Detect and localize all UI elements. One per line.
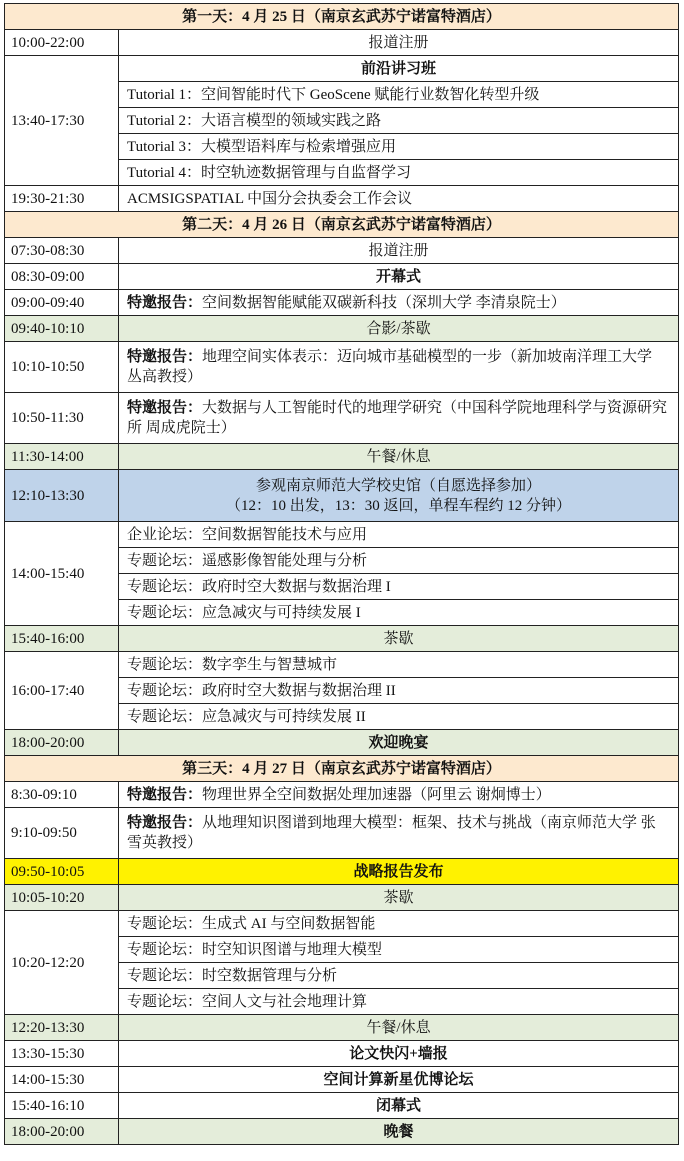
time-slot: 10:05-10:20 xyxy=(5,885,119,911)
event-cell: 午餐/休息 xyxy=(119,1015,679,1041)
visit-cell xyxy=(119,470,679,522)
day-title: 第二天：4 月 26 日（南京玄武苏宁诺富特酒店） xyxy=(5,212,679,238)
event-cell: 空间计算新星优博论坛 xyxy=(119,1067,679,1093)
schedule-row xyxy=(5,1041,679,1067)
time-slot: 15:40-16:10 xyxy=(5,1093,119,1119)
time-slot: 11:30-14:00 xyxy=(5,444,119,470)
event-cell: 报道注册 xyxy=(119,238,679,264)
break-row xyxy=(5,316,679,342)
tutorial-item: Tutorial 2：大语言模型的领域实践之路 xyxy=(119,108,679,134)
keynote-cell xyxy=(119,342,679,393)
time-slot: 14:00-15:30 xyxy=(5,1067,119,1093)
event-cell: 报道注册 xyxy=(119,30,679,56)
time-slot: 12:20-13:30 xyxy=(5,1015,119,1041)
time-slot: 13:30-15:30 xyxy=(5,1041,119,1067)
event-cell: 闭幕式 xyxy=(119,1093,679,1119)
keynote-text: 地理空间实体表示：迈向城市基础模型的一步（新加坡南洋理工大学 丛高教授） xyxy=(127,349,653,385)
keynote-label: 特邀报告： xyxy=(127,294,203,311)
schedule-row xyxy=(5,393,679,444)
forum-item: 企业论坛：空间数据智能技术与应用 xyxy=(119,522,679,548)
keynote-cell xyxy=(119,393,679,444)
day-title: 第一天：4 月 25 日（南京玄武苏宁诺富特酒店） xyxy=(5,4,679,30)
time-slot: 8:30-09:10 xyxy=(5,782,119,808)
schedule-row xyxy=(5,652,679,678)
day-header-row xyxy=(5,756,679,782)
day-header-row xyxy=(5,4,679,30)
event-cell: 合影/茶歇 xyxy=(119,316,679,342)
keynote-cell xyxy=(119,782,679,808)
time-slot: 13:40-17:30 xyxy=(5,56,119,186)
keynote-label: 特邀报告： xyxy=(127,786,203,803)
keynote-label: 特邀报告： xyxy=(127,349,203,365)
time-slot: 09:00-09:40 xyxy=(5,290,119,316)
highlight-row xyxy=(5,859,679,885)
break-row xyxy=(5,730,679,756)
schedule-row xyxy=(5,522,679,548)
time-slot: 9:10-09:50 xyxy=(5,808,119,859)
forum-item: 专题论坛：空间人文与社会地理计算 xyxy=(119,989,679,1015)
schedule-row xyxy=(5,911,679,937)
forum-item: 专题论坛：遥感影像智能处理与分析 xyxy=(119,548,679,574)
event-cell: 开幕式 xyxy=(119,264,679,290)
keynote-cell xyxy=(119,290,679,316)
forum-item: 专题论坛：生成式 AI 与空间数据智能 xyxy=(119,911,679,937)
visit-title: 参观南京师范大学校史馆（自愿选择参加） xyxy=(256,477,542,494)
time-slot: 16:00-17:40 xyxy=(5,652,119,730)
time-slot: 08:30-09:00 xyxy=(5,264,119,290)
break-row xyxy=(5,1015,679,1041)
keynote-text: 物理世界全空间数据处理加速器（阿里云 谢炯博士） xyxy=(202,786,551,803)
event-cell: 论文快闪+墙报 xyxy=(119,1041,679,1067)
schedule-table xyxy=(4,3,679,1145)
keynote-label: 特邀报告： xyxy=(127,400,203,416)
time-slot: 10:00-22:00 xyxy=(5,30,119,56)
schedule-row xyxy=(5,30,679,56)
schedule-row xyxy=(5,264,679,290)
forum-item: 专题论坛：时空数据管理与分析 xyxy=(119,963,679,989)
time-slot: 10:20-12:20 xyxy=(5,911,119,1015)
forum-item: 专题论坛：应急减灾与可持续发展 II xyxy=(119,704,679,730)
forum-item: 专题论坛：时空知识图谱与地理大模型 xyxy=(119,937,679,963)
time-slot: 10:50-11:30 xyxy=(5,393,119,444)
event-cell: 晚餐 xyxy=(119,1119,679,1145)
schedule-row xyxy=(5,1067,679,1093)
time-slot: 15:40-16:00 xyxy=(5,626,119,652)
event-cell: ACMSIGSPATIAL 中国分会执委会工作会议 xyxy=(119,186,679,212)
event-cell: 午餐/休息 xyxy=(119,444,679,470)
time-slot: 19:30-21:30 xyxy=(5,186,119,212)
schedule-row xyxy=(5,808,679,859)
time-slot: 14:00-15:40 xyxy=(5,522,119,626)
time-slot: 10:10-10:50 xyxy=(5,342,119,393)
keynote-text: 从地理知识图谱到地理大模型：框架、技术与挑战（南京师范大学 张雪英教授） xyxy=(127,815,656,851)
event-cell: 茶歇 xyxy=(119,626,679,652)
forum-item: 专题论坛：政府时空大数据与数据治理 II xyxy=(119,678,679,704)
time-slot: 07:30-08:30 xyxy=(5,238,119,264)
event-cell: 战略报告发布 xyxy=(119,859,679,885)
time-slot: 09:40-10:10 xyxy=(5,316,119,342)
event-cell: 欢迎晚宴 xyxy=(119,730,679,756)
time-slot: 12:10-13:30 xyxy=(5,470,119,522)
break-row xyxy=(5,626,679,652)
keynote-label: 特邀报告： xyxy=(127,815,203,831)
schedule-row xyxy=(5,238,679,264)
tutorial-item: Tutorial 1：空间智能时代下 GeoScene 赋能行业数智化转型升级 xyxy=(119,82,679,108)
forum-item: 专题论坛：数字孪生与智慧城市 xyxy=(119,652,679,678)
event-cell: 茶歇 xyxy=(119,885,679,911)
day-header-row xyxy=(5,212,679,238)
schedule-row xyxy=(5,186,679,212)
visit-detail: （12：10 出发，13：30 返回，单程车程约 12 分钟） xyxy=(226,497,572,514)
forum-item: 专题论坛：政府时空大数据与数据治理 I xyxy=(119,574,679,600)
break-row xyxy=(5,885,679,911)
tutorial-item: Tutorial 4：时空轨迹数据管理与自监督学习 xyxy=(119,160,679,186)
keynote-text: 大数据与人工智能时代的地理学研究（中国科学院地理科学与资源研究所 周成虎院士） xyxy=(127,400,668,436)
schedule-row xyxy=(5,56,679,82)
time-slot: 18:00-20:00 xyxy=(5,1119,119,1145)
schedule-row xyxy=(5,1093,679,1119)
break-row xyxy=(5,1119,679,1145)
day-title: 第三天：4 月 27 日（南京玄武苏宁诺富特酒店） xyxy=(5,756,679,782)
schedule-row xyxy=(5,290,679,316)
schedule-row xyxy=(5,782,679,808)
visit-row xyxy=(5,470,679,522)
session-header: 前沿讲习班 xyxy=(119,56,679,82)
time-slot: 18:00-20:00 xyxy=(5,730,119,756)
schedule-row xyxy=(5,342,679,393)
keynote-cell xyxy=(119,808,679,859)
tutorial-item: Tutorial 3：大模型语料库与检索增强应用 xyxy=(119,134,679,160)
time-slot: 09:50-10:05 xyxy=(5,859,119,885)
break-row xyxy=(5,444,679,470)
forum-item: 专题论坛：应急减灾与可持续发展 I xyxy=(119,600,679,626)
keynote-text: 空间数据智能赋能双碳新科技（深圳大学 李清泉院士） xyxy=(202,294,566,311)
